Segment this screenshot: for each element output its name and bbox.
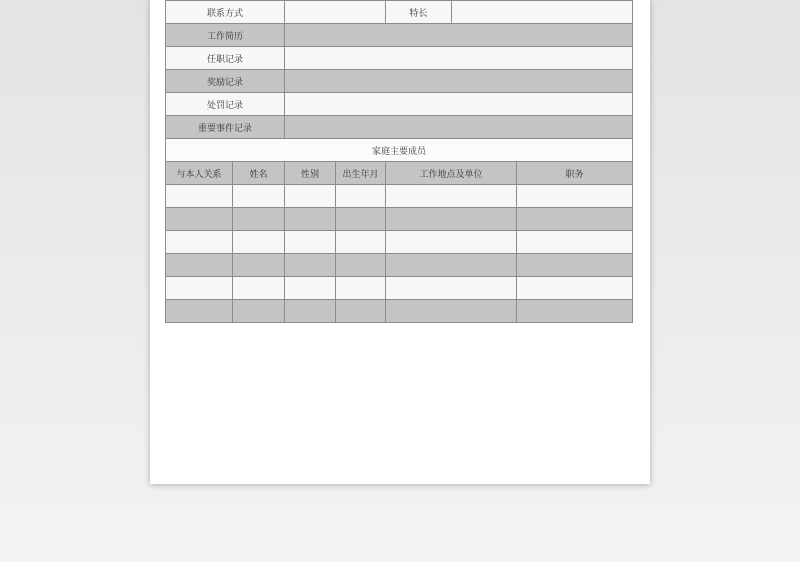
family-cell[interactable] <box>336 208 386 231</box>
family-cell[interactable] <box>166 208 233 231</box>
family-cell[interactable] <box>386 208 517 231</box>
family-cell[interactable] <box>285 277 336 300</box>
family-cell[interactable] <box>517 254 633 277</box>
family-cell[interactable] <box>517 231 633 254</box>
family-cell[interactable] <box>285 254 336 277</box>
contact-label: 联系方式 <box>166 1 285 24</box>
family-section-title: 家庭主要成员 <box>166 139 633 162</box>
major-events-label: 重要事件记录 <box>166 116 285 139</box>
record-row-punishment <box>166 93 633 116</box>
family-cell[interactable] <box>285 208 336 231</box>
document-page <box>150 0 650 484</box>
family-header-row <box>166 162 633 185</box>
contact-row <box>166 1 633 24</box>
record-row-work-history <box>166 24 633 47</box>
family-member-row <box>166 185 633 208</box>
record-row-appointment <box>166 47 633 70</box>
major-events-value-cell[interactable] <box>285 116 633 139</box>
family-cell[interactable] <box>386 277 517 300</box>
family-cell[interactable] <box>166 254 233 277</box>
family-cell[interactable] <box>517 208 633 231</box>
family-cell[interactable] <box>285 300 336 323</box>
reward-record-value-cell[interactable] <box>285 70 633 93</box>
appointment-record-label: 任职记录 <box>166 47 285 70</box>
family-member-row <box>166 231 633 254</box>
family-member-row <box>166 300 633 323</box>
family-cell[interactable] <box>336 185 386 208</box>
family-cell[interactable] <box>285 185 336 208</box>
family-member-row <box>166 208 633 231</box>
family-cell[interactable] <box>166 231 233 254</box>
family-cell[interactable] <box>233 185 285 208</box>
punishment-record-label: 处罚记录 <box>166 93 285 116</box>
punishment-record-value-cell[interactable] <box>285 93 633 116</box>
family-cell[interactable] <box>233 277 285 300</box>
family-section-title-row <box>166 139 633 162</box>
family-cell[interactable] <box>166 300 233 323</box>
family-header-birth: 出生年月 <box>336 162 386 185</box>
family-cell[interactable] <box>517 185 633 208</box>
family-cell[interactable] <box>285 231 336 254</box>
family-cell[interactable] <box>233 254 285 277</box>
family-cell[interactable] <box>336 254 386 277</box>
record-row-major-events <box>166 116 633 139</box>
family-cell[interactable] <box>166 277 233 300</box>
family-header-workplace: 工作地点及单位 <box>386 162 517 185</box>
family-cell[interactable] <box>336 231 386 254</box>
family-header-gender: 性别 <box>285 162 336 185</box>
family-cell[interactable] <box>166 185 233 208</box>
family-cell[interactable] <box>517 300 633 323</box>
family-cell[interactable] <box>233 231 285 254</box>
family-cell[interactable] <box>233 300 285 323</box>
family-cell[interactable] <box>386 185 517 208</box>
work-history-value-cell[interactable] <box>285 24 633 47</box>
family-header-position: 职务 <box>517 162 633 185</box>
family-cell[interactable] <box>336 277 386 300</box>
family-member-row <box>166 254 633 277</box>
family-header-name: 姓名 <box>233 162 285 185</box>
reward-record-label: 奖励记录 <box>166 70 285 93</box>
family-cell[interactable] <box>336 300 386 323</box>
family-cell[interactable] <box>233 208 285 231</box>
family-header-relation: 与本人关系 <box>166 162 233 185</box>
contact-value-cell[interactable] <box>285 1 386 24</box>
appointment-record-value-cell[interactable] <box>285 47 633 70</box>
personnel-form-table <box>165 0 633 323</box>
family-cell[interactable] <box>386 254 517 277</box>
family-member-row <box>166 277 633 300</box>
family-cell[interactable] <box>517 277 633 300</box>
family-cell[interactable] <box>386 300 517 323</box>
family-cell[interactable] <box>386 231 517 254</box>
specialty-value-cell[interactable] <box>452 1 633 24</box>
record-row-reward <box>166 70 633 93</box>
specialty-label: 特长 <box>386 1 452 24</box>
work-history-label: 工作简历 <box>166 24 285 47</box>
